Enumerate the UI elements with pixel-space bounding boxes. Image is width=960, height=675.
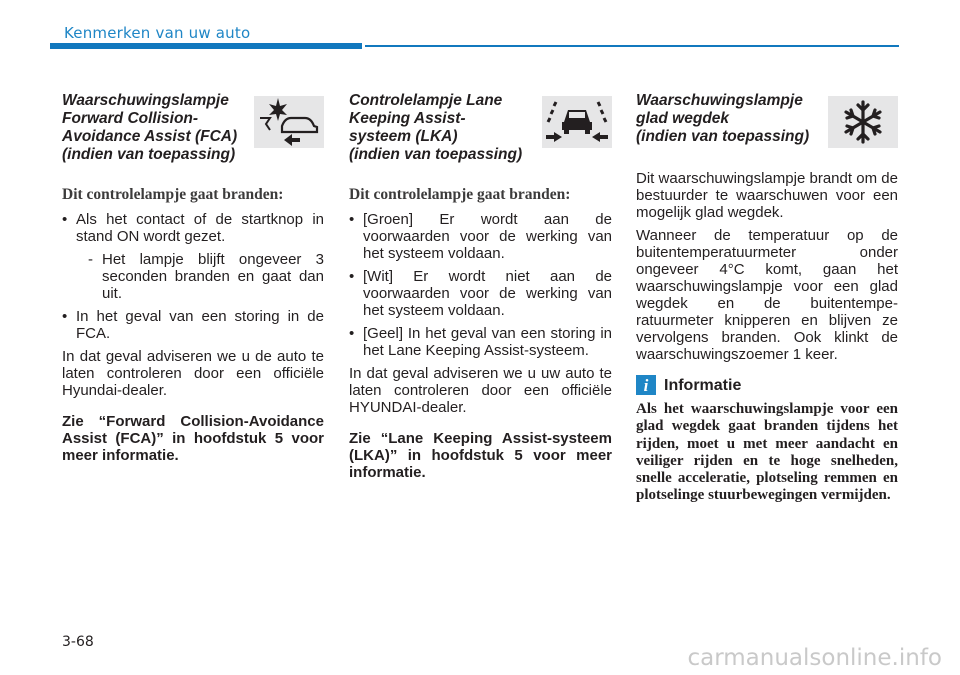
list-item: • [Groen] Er wordt aan de voorwaarden voor de werking van het systeem voldaan. [349,211,612,262]
column-lka [349,88,612,487]
list-item: • Als het contact of de startknop in stand ON wordt gezet. - Het lampje blijft ongeveer 3 seconden branden en gaat dan uit. [62,211,324,302]
fca-subhead: Dit controlelampje gaat branden: [62,186,284,203]
sub-list-item: - Het lampje blijft ongeveer 3 seconden branden en gaat dan uit. [88,251,324,302]
information-icon: i [636,375,656,395]
header-rule-thick [50,43,362,49]
fca-heading: Waarschuwingslampje Forward Collision- Avoidance Assist (FCA) (indien van toepassing) [62,92,238,163]
lka-reference: Zie “Lane Keeping Assist-systeem (LKA)” in hoofdstuk 5 voor meer informatie. [349,430,612,481]
information-title: Informatie [664,376,742,394]
list-item: • [Geel] In het geval van een storing in het Lane Keeping Assist-systeem. [349,325,612,359]
page-number: 3-68 [62,634,94,650]
lka-heading: Controlelampje Lane Keeping Assist- systeem (LKA) (indien van toepassing) [349,92,523,163]
list-item: • [Wit] Er wordt niet aan de voorwaarden voor de werking van het systeem voldaan. [349,268,612,319]
list-item: • In het geval van een storing in de FCA. [62,308,324,342]
snowflake-icon [828,96,898,148]
lka-subhead: Dit controlelampje gaat branden: [349,186,571,203]
icy-road-paragraph-1: Dit waarschuwingslampje brandt om de bestuurder te waarschuwen voor een mogelijk glad wegdek. [636,170,898,221]
lka-paragraph: In dat geval adviseren we u uw auto te laten controleren door een officiële HYUNDAI-dealer. [349,365,612,416]
information-text: Als het waarschuwingslampje voor een glad wegdek gaat branden tijdens het rijden, moet u met meer aandacht en veiliger rijden en te hoge snelheden, snelle acceleratie, plotseling remmen en plotselinge stuurbewegingen vermijden. [636,401,898,504]
header-rule-thin [365,45,899,47]
watermark: carmanualsonline.info [687,645,942,671]
section-title: Kenmerken van uw auto [64,24,251,42]
information-header [636,375,898,395]
forward-collision-warning-icon [254,96,324,148]
icy-road-paragraph-2: Wanneer de temperatuur op de buitentemperatuurmeter onder ongeveer 4°C komt, gaan het waarschuwingslampje voor een glad wegdek en de buitentempe-ratuurmeter knipperen en blijven ze vervolgens branden. Ook klinkt de waarschuwingszoemer 1 keer. [636,227,898,363]
fca-reference: Zie “Forward Collision-Avoidance Assist (FCA)” in hoofdstuk 5 voor meer informatie. [62,413,324,464]
icy-road-heading: Waarschuwingslampje glad wegdek (indien van toepassing) [636,92,810,145]
column-icy-road [636,88,898,505]
lane-keeping-assist-icon [542,96,612,148]
fca-paragraph: In dat geval adviseren we u de auto te laten controleren door een officiële Hyundai-dealer. [62,348,324,399]
column-fca [62,88,324,470]
